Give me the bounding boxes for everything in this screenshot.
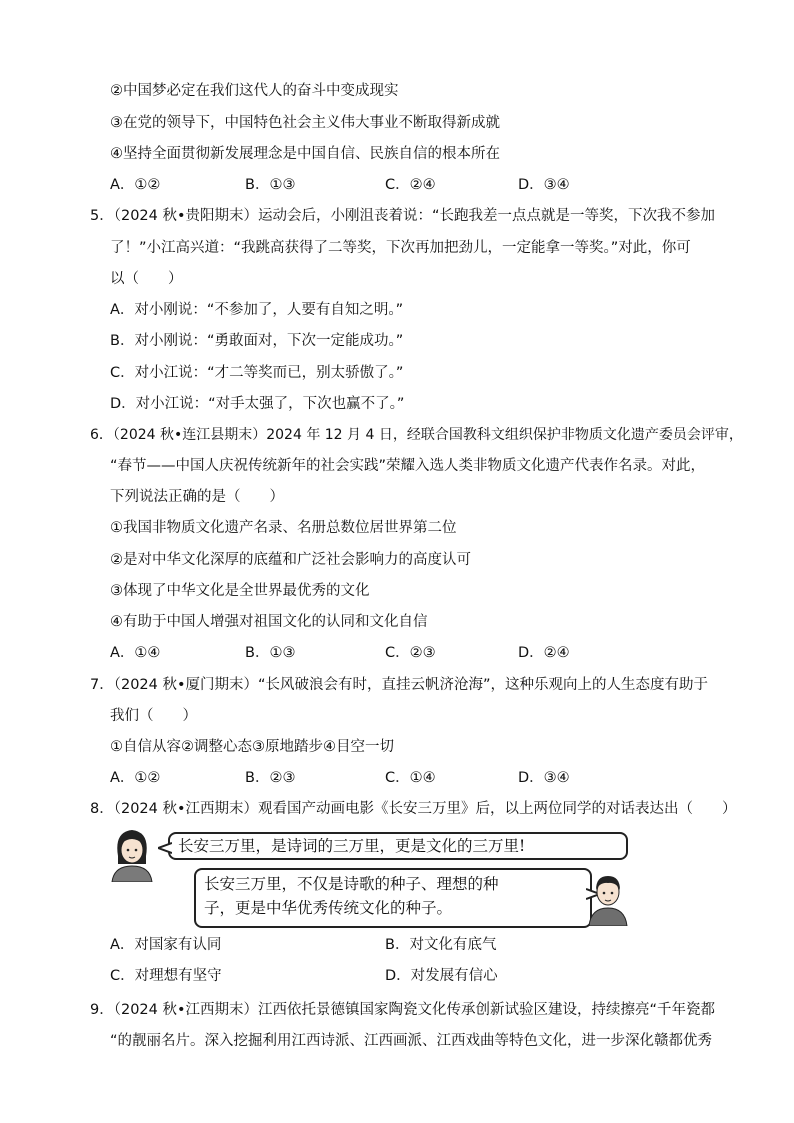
boy-student-icon xyxy=(586,870,630,926)
q7-stem-line-2: 我们（ ） xyxy=(110,708,197,724)
q4-option-c[interactable]: C．②④ xyxy=(385,177,436,193)
q6-option-a[interactable]: A．①④ xyxy=(110,645,161,661)
speech-bubble-girl xyxy=(168,832,628,860)
q5-stem-line-1: 5．（2024 秋•贵阳期末）运动会后，小刚沮丧着说：“长跑我差一点点就是一等奖，下次我不参加 xyxy=(90,208,716,224)
q4-statement-3: ③在党的领导下，中国特色社会主义伟大事业不断取得新成就 xyxy=(110,115,500,131)
q6-statement-1: ①我国非物质文化遗产名录、名册总数位居世界第二位 xyxy=(110,520,457,536)
q4-option-a[interactable]: A．①② xyxy=(110,177,161,193)
q7-stem-line-1: 7．（2024 秋•厦门期末）“长风破浪会有时，直挂云帆济沧海”，这种乐观向上的人生态度有助于 xyxy=(90,677,709,693)
q6-stem-line-3: 下列说法正确的是（ ） xyxy=(110,489,284,505)
q6-statement-2: ②是对中华文化深厚的底蕴和广泛社会影响力的高度认可 xyxy=(110,552,471,568)
bubble-boy-text-line-1: 长安三万里，不仅是诗歌的种子、理想的种 xyxy=(204,875,499,893)
q6-stem-line-2: “春节——中国人庆祝传统新年的社会实践”荣耀入选人类非物质文化遗产代表作名录。对此， xyxy=(110,458,706,474)
q8-option-d[interactable]: D．对发展有信心 xyxy=(385,968,498,984)
q5-option-d[interactable]: D．对小江说：“对手太强了，下次也赢不了。” xyxy=(110,396,405,412)
speech-bubble-boy xyxy=(194,868,592,928)
q5-option-c[interactable]: C．对小江说：“才二等奖而已，别太骄傲了。” xyxy=(110,365,404,381)
q6-stem-line-1: 6．（2024 秋•连江县期末）2024 年 12 月 4 日，经联合国教科文组织保护非物质文化遗产委员会评审， xyxy=(90,427,743,443)
q5-stem-line-2: 了！”小江高兴道：“我跳高获得了二等奖，下次再加把劲儿，一定能拿一等奖。”对此，你可 xyxy=(110,240,691,256)
q7-option-c[interactable]: C．①④ xyxy=(385,770,436,786)
q7-statements: ①自信从容②调整心态③原地踏步④目空一切 xyxy=(110,739,394,755)
q4-option-b[interactable]: B．①③ xyxy=(245,177,296,193)
q4-option-d[interactable]: D．③④ xyxy=(518,177,570,193)
bubble-tail-girl xyxy=(158,842,172,854)
q8-option-a[interactable]: A．对国家有认同 xyxy=(110,937,222,953)
q7-option-b[interactable]: B．②③ xyxy=(245,770,296,786)
q6-option-c[interactable]: C．②③ xyxy=(385,645,436,661)
q9-stem-line-1: 9．（2024 秋•江西期末）江西依托景德镇国家陶瓷文化传承创新试验区建设，持续擦亮“千年瓷都 xyxy=(90,1002,716,1018)
q5-option-a[interactable]: A．对小刚说：“不参加了，人要有自知之明。” xyxy=(110,302,404,318)
q6-statement-3: ③体现了中华文化是全世界最优秀的文化 xyxy=(110,583,370,599)
q7-option-a[interactable]: A．①② xyxy=(110,770,161,786)
q6-option-b[interactable]: B．①③ xyxy=(245,645,296,661)
q9-stem-line-2: “的靓丽名片。深入挖掘利用江西诗派、江西画派、江西戏曲等特色文化，进一步深化赣都优秀 xyxy=(110,1033,713,1049)
q7-option-d[interactable]: D．③④ xyxy=(518,770,570,786)
bubble-girl-text: 长安三万里，是诗词的三万里，更是文化的三万里! xyxy=(178,837,526,855)
q8-stem-line-1: 8．（2024 秋•江西期末）观看国产动画电影《长安三万里》后，以上两位同学的对话表达出（ ） xyxy=(90,801,737,817)
q4-statement-4: ④坚持全面贯彻新发展理念是中国自信、民族自信的根本所在 xyxy=(110,146,500,162)
girl-student-icon xyxy=(108,826,156,882)
q6-statement-4: ④有助于中国人增强对祖国文化的认同和文化自信 xyxy=(110,614,428,630)
q8-option-c[interactable]: C．对理想有坚守 xyxy=(110,968,222,984)
q8-option-b[interactable]: B．对文化有底气 xyxy=(385,937,497,953)
q4-statement-2: ②中国梦必定在我们这代人的奋斗中变成现实 xyxy=(110,83,399,99)
q8-illustration xyxy=(108,826,628,928)
bubble-boy-text-line-2: 子，更是中华优秀传统文化的种子。 xyxy=(204,899,453,917)
q5-option-b[interactable]: B．对小刚说：“勇敢面对，下次一定能成功。” xyxy=(110,333,404,349)
q5-stem-line-3: 以（ ） xyxy=(110,271,183,287)
q6-option-d[interactable]: D．②④ xyxy=(518,645,570,661)
